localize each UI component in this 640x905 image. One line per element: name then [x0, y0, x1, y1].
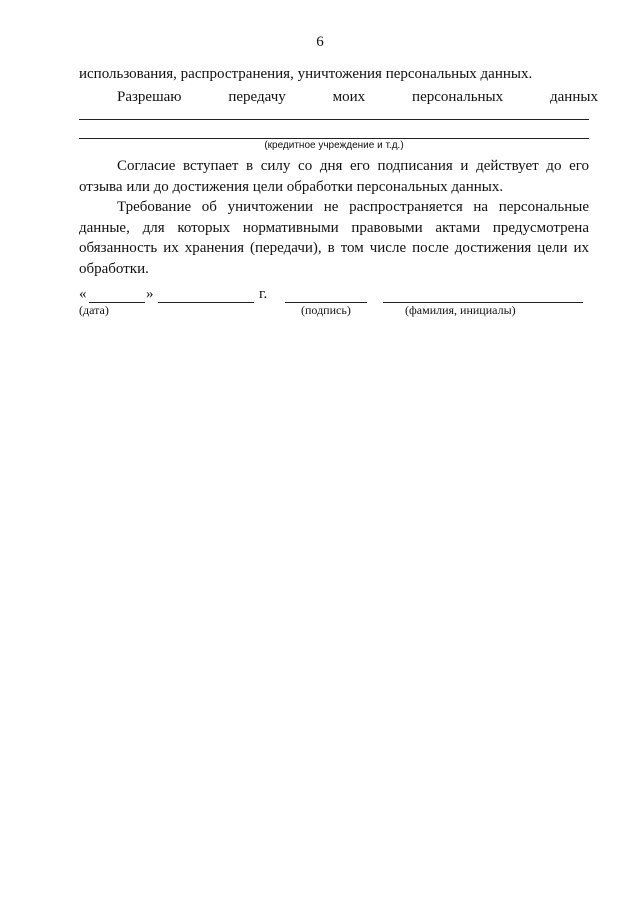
date-open-quote: « [79, 286, 87, 302]
date-month-blank [158, 302, 254, 303]
text-line-usage: использования, распространения, уничтожения персональных данных. [79, 66, 533, 82]
permit-word: Разрешаю [117, 89, 182, 105]
signature-caption: (подпись) [301, 303, 351, 317]
date-caption: (дата) [79, 303, 109, 317]
permit-word: передачу [228, 89, 286, 105]
permit-line [117, 87, 598, 107]
recipient-fill-line-1 [79, 119, 589, 120]
permit-word: моих [332, 89, 366, 105]
consent-validity-paragraph: Согласие вступает в силу со дня его подписания и действует до его отзыва или до достижения цели обработки персональных данных. [79, 158, 589, 195]
permit-word: данных [550, 89, 598, 105]
destruction-requirement-paragraph: Требование об уничтожении не распространяется на персональные данные, для которых нормативными правовыми актами предусмотрена обязанность их хранения (передачи), в том числе после достижения цели их обработки. [79, 199, 589, 277]
name-caption: (фамилия, инициалы) [405, 303, 516, 317]
date-close-quote: » [146, 286, 154, 302]
page-number: 6 [316, 34, 324, 50]
recipient-caption: (кредитное учреждение и т.д.) [264, 140, 404, 151]
recipient-fill-line-2 [79, 138, 589, 139]
year-suffix: г. [259, 286, 268, 302]
permit-word: персональных [412, 89, 504, 105]
